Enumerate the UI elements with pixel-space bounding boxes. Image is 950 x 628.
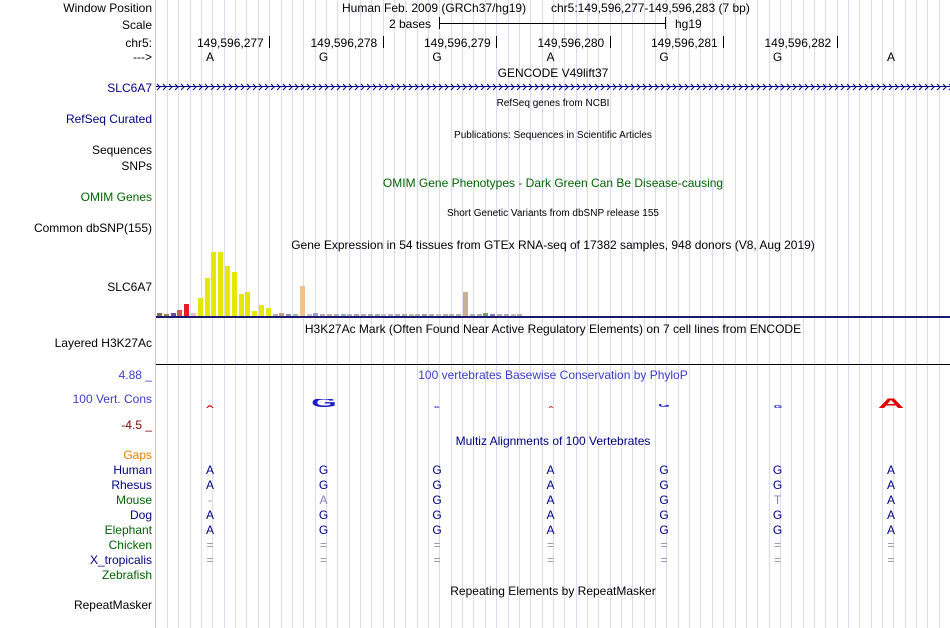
repeatmasker-title[interactable]: Repeating Elements by RepeatMasker xyxy=(450,584,656,598)
h3k27ac-label[interactable]: Layered H3K27Ac xyxy=(54,336,152,350)
species-base: G xyxy=(432,463,442,477)
omim-title[interactable]: OMIM Gene Phenotypes - Dark Green Can Be Disease-causing xyxy=(382,176,724,190)
gtex-tissue-bar[interactable] xyxy=(211,252,216,316)
species-label[interactable]: Human xyxy=(113,463,152,477)
species-base: A xyxy=(886,508,895,522)
ruler-position: 149,596,279 xyxy=(424,36,491,50)
species-base: G xyxy=(318,523,329,537)
scale-bar xyxy=(439,17,666,29)
species-base: G xyxy=(659,523,669,537)
species-base: = xyxy=(660,553,668,567)
species-base: = xyxy=(433,553,441,567)
scale-text: 2 bases xyxy=(389,17,432,31)
species-base: A xyxy=(886,493,895,507)
omim-label[interactable]: OMIM Genes xyxy=(80,190,152,204)
species-base: G xyxy=(318,478,329,492)
species-base: = xyxy=(660,538,668,552)
species-base: G xyxy=(772,463,783,477)
gtex-tissue-bar[interactable] xyxy=(266,308,271,316)
species-base: A xyxy=(205,508,214,522)
window-position-label: Window Position xyxy=(63,1,152,15)
ruler-tick xyxy=(496,36,497,48)
species-label[interactable]: Rhesus xyxy=(111,478,152,492)
gtex-label[interactable]: SLC6A7 xyxy=(107,280,152,294)
species-label[interactable]: X_tropicalis xyxy=(89,553,152,567)
phylop-label[interactable]: 100 Vert. Cons xyxy=(72,392,152,406)
assembly-text: Human Feb. 2009 (GRCh37/hg19) xyxy=(342,1,527,15)
species-base: = xyxy=(319,538,327,552)
species-base: = xyxy=(206,538,214,552)
ruler-position: 149,596,282 xyxy=(764,36,832,50)
species-base: = xyxy=(773,553,781,567)
species-label[interactable]: Dog xyxy=(129,508,152,522)
species-base: G xyxy=(318,508,329,522)
ruler-position: 149,596,281 xyxy=(651,36,718,50)
species-base: G xyxy=(318,463,329,477)
species-base: G xyxy=(432,523,442,537)
species-base: G xyxy=(659,493,669,507)
gtex-bar-chart[interactable] xyxy=(156,252,950,316)
scale-db: hg19 xyxy=(675,17,702,31)
ruler-position: 149,596,278 xyxy=(310,36,378,50)
gtex-tissue-bar[interactable] xyxy=(259,305,264,316)
chrom-label: chr5: xyxy=(125,36,152,50)
snps-label[interactable]: SNPs xyxy=(121,159,152,173)
base-letter: G xyxy=(659,50,669,64)
ruler-tick xyxy=(610,36,611,48)
species-base: A xyxy=(546,523,555,537)
species-base: G xyxy=(659,463,669,477)
species-base: = xyxy=(319,553,327,567)
gaps-label: Gaps xyxy=(123,448,152,462)
phylop-min-label: -4.5 _ xyxy=(121,418,152,432)
species-base: A xyxy=(205,478,214,492)
species-base: G xyxy=(659,508,669,522)
gtex-tissue-bar[interactable] xyxy=(239,294,244,316)
sequences-label[interactable]: Sequences xyxy=(91,143,152,157)
ruler-position: 149,596,280 xyxy=(537,36,605,50)
species-base: G xyxy=(772,508,783,522)
species-base: G xyxy=(432,493,442,507)
species-base: = xyxy=(887,553,895,567)
ruler-tick xyxy=(383,36,384,48)
species-base: A xyxy=(546,493,555,507)
gtex-tissue-bar[interactable] xyxy=(205,278,210,316)
base-letter: A xyxy=(886,50,895,64)
species-base: = xyxy=(206,553,214,567)
phylop-letter: A xyxy=(206,405,214,408)
gencode-label[interactable]: SLC6A7 xyxy=(107,81,152,95)
ruler-tick xyxy=(723,36,724,48)
phylop-letter: A xyxy=(547,406,554,408)
species-base: A xyxy=(546,508,555,522)
gtex-baseline xyxy=(156,316,950,318)
base-letter: A xyxy=(546,50,555,64)
gtex-tissue-bar[interactable] xyxy=(245,292,250,316)
species-label[interactable]: Elephant xyxy=(104,523,152,537)
repeatmasker-label[interactable]: RepeatMasker xyxy=(73,598,152,612)
phylop-letter: G xyxy=(310,399,337,408)
gencode-gene-feature[interactable] xyxy=(156,82,950,92)
phylop-letter: G xyxy=(773,405,782,408)
base-letter: G xyxy=(432,50,442,64)
species-base: A xyxy=(319,493,328,507)
strand-label: ---> xyxy=(133,50,152,64)
scale-label: Scale xyxy=(121,18,152,32)
phylop-letter: G xyxy=(434,406,440,408)
species-base: G xyxy=(772,523,783,537)
species-base: = xyxy=(887,538,895,552)
species-base: A xyxy=(886,478,895,492)
species-base: = xyxy=(773,538,781,552)
species-label[interactable]: Chicken xyxy=(108,538,152,552)
publications-title[interactable]: Publications: Sequences in Scientific Articles xyxy=(454,130,652,141)
ruler-tick xyxy=(269,36,270,48)
gtex-tissue-bar[interactable] xyxy=(198,298,203,316)
position-text: chr5:149,596,277-149,596,283 (7 bp) xyxy=(551,1,750,15)
species-base: - xyxy=(208,493,212,507)
phylop-letter: A xyxy=(877,398,905,408)
h3k27ac-title[interactable]: H3K27Ac Mark (Often Found Near Active Regulatory Elements) on 7 cell lines from ENCODE xyxy=(304,322,802,336)
species-base: A xyxy=(205,463,214,477)
ruler-position: 149,596,277 xyxy=(197,36,264,50)
species-base: G xyxy=(432,508,442,522)
species-base: G xyxy=(772,478,783,492)
multiz-title[interactable]: Multiz Alignments of 100 Vertebrates xyxy=(455,434,651,448)
phylop-title[interactable]: 100 vertebrates Basewise Conservation by PhyloP xyxy=(418,368,688,382)
species-base: A xyxy=(886,463,895,477)
species-base: = xyxy=(546,553,554,567)
gtex-tissue-bar[interactable] xyxy=(225,266,230,316)
species-base: G xyxy=(659,478,669,492)
species-label[interactable]: Mouse xyxy=(115,493,152,507)
species-base: = xyxy=(546,538,554,552)
base-letter: G xyxy=(318,50,329,64)
phylop-letter: G xyxy=(658,404,670,408)
ruler-tick xyxy=(837,36,838,48)
base-letter: G xyxy=(772,50,783,64)
gtex-tissue-bar[interactable] xyxy=(463,292,468,316)
gtex-tissue-bar[interactable] xyxy=(218,252,223,316)
species-base: A xyxy=(886,523,895,537)
gtex-tissue-bar[interactable] xyxy=(184,304,189,316)
species-base: A xyxy=(546,463,555,477)
species-base: A xyxy=(546,478,555,492)
species-label[interactable]: Zebrafish xyxy=(101,568,152,582)
base-letter: A xyxy=(205,50,214,64)
gtex-tissue-bar[interactable] xyxy=(300,286,305,316)
species-base: A xyxy=(205,523,214,537)
species-base: G xyxy=(432,478,442,492)
species-base: T xyxy=(773,493,782,507)
gencode-title[interactable]: GENCODE V49lift37 xyxy=(497,66,609,80)
species-base: = xyxy=(433,538,441,552)
phylop-max-label: 4.88 _ xyxy=(118,368,152,382)
dbsnp-label[interactable]: Common dbSNP(155) xyxy=(33,221,152,235)
h3k27ac-baseline xyxy=(156,364,950,365)
refseq-title[interactable]: RefSeq genes from NCBI xyxy=(496,98,610,109)
gtex-title[interactable]: Gene Expression in 54 tissues from GTEx RNA-seq of 17382 samples, 948 donors (V8, Aug 2019) xyxy=(291,238,815,252)
gtex-tissue-bar[interactable] xyxy=(232,272,237,316)
dbsnp-title[interactable]: Short Genetic Variants from dbSNP release 155 xyxy=(447,208,659,219)
refseq-label[interactable]: RefSeq Curated xyxy=(65,112,152,126)
phylop-logo[interactable] xyxy=(156,390,950,410)
